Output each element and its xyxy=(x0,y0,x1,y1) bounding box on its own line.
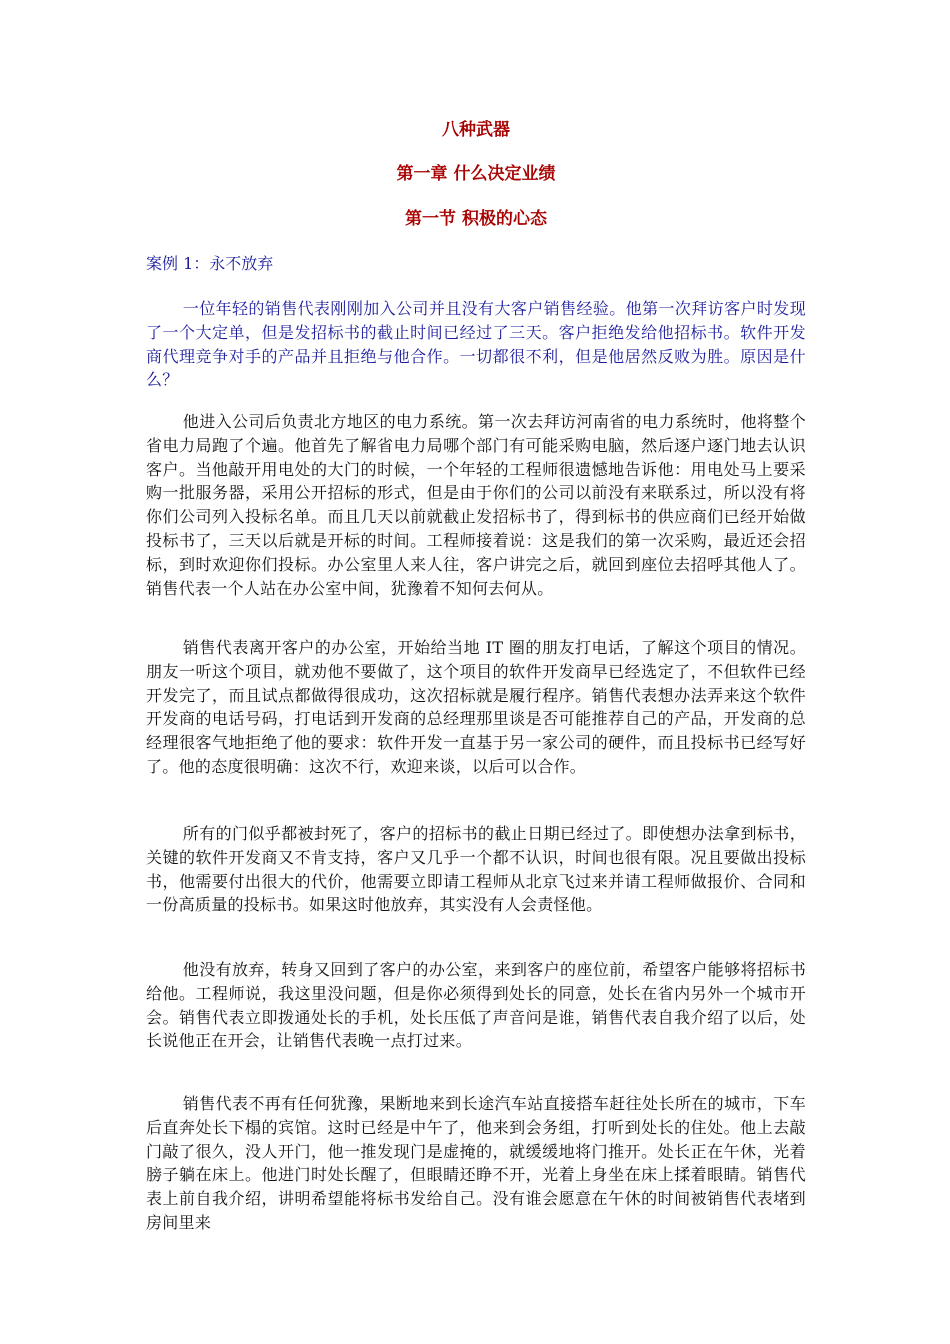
section-heading: 第一节 积极的心态 xyxy=(405,209,547,229)
case-heading: 案例 1：永不放弃 xyxy=(146,254,274,273)
body-paragraph: 销售代表离开客户的办公室，开始给当地 IT 圈的朋友打电话，了解这个项目的情况。朋友一听这个项目，就劝他不要做了，这个项目的软件开发商早已经选定了，不但软件已经开发完了，而且试点都做得很成功，这次招标就是履行程序。销售代表想办法弄来这个软件开发商的电话号码，打电话到开发商的总经理那里谈是否可能推荐自己的产品，开发商的总经理很客气地拒绝了他的要求：软件开发一直基于另一家公司的硬件，而且投标书已经写好了。他的态度很明确：这次不行，欢迎来谈，以后可以合作。 xyxy=(146,638,806,776)
body-paragraph: 他没有放弃，转身又回到了客户的办公室，来到客户的座位前，希望客户能够将招标书给他。工程师说，我这里没问题，但是你必须得到处长的同意，处长在省内另外一个城市开会。销售代表立即拨通处长的手机，处长压低了声音问是谁，销售代表自我介绍了以后，处长说他正在开会，让销售代表晚一点打过来。 xyxy=(146,960,806,1051)
book-title: 八种武器 xyxy=(442,120,510,140)
body-paragraph: 销售代表不再有任何犹豫，果断地来到长途汽车站直接搭车赶往处长所在的城市，下车后直奔处长下榻的宾馆。这时已经是中午了，他来到会务组，打听到处长的住处。他上去敲门敲了很久，没人开门，他一推发现门是虚掩的，就缓缓地将门推开。处长正在午休，光着膀子躺在床上。他进门时处长醒了，但眼睛还睁不开，光着上身坐在床上揉着眼睛。销售代表上前自我介绍，讲明希望能将标书发给自己。没有谁会愿意在午休的时间被销售代表堵到房间里来 xyxy=(146,1094,806,1232)
body-paragraph: 他进入公司后负责北方地区的电力系统。第一次去拜访河南省的电力系统时，他将整个省电力局跑了个遍。他首先了解省电力局哪个部门有可能采购电脑，然后逐户逐门地去认识客户。当他敲开用电处的大门的时候，一个年轻的工程师很遗憾地告诉他：用电处马上要采购一批服务器，采用公开招标的形式，但是由于你们的公司以前没有来联系过，所以没有将你们公司列入投标名单。而且几天以前就截止发招标书了，得到标书的供应商们已经开始做投标书了，三天以后就是开标的时间。工程师接着说：这是我们的第一次采购，最近还会招标，到时欢迎你们投标。办公室里人来人往，客户讲完之后，就回到座位去招呼其他人了。销售代表一个人站在办公室中间，犹豫着不知何去何从。 xyxy=(146,412,806,598)
case-summary-paragraph: 一位年轻的销售代表刚刚加入公司并且没有大客户销售经验。他第一次拜访客户时发现了一个大定单，但是发招标书的截止时间已经过了三天。客户拒绝发给他招标书。软件开发商代理竞争对手的产品并且拒绝与他合作。一切都很不利，但是他居然反败为胜。原因是什么？ xyxy=(146,299,806,390)
body-paragraph: 所有的门似乎都被封死了，客户的招标书的截止日期已经过了。即使想办法拿到标书，关键的软件开发商又不肯支持，客户又几乎一个都不认识，时间也很有限。况且要做出投标书，他需要付出很大的代价，他需要立即请工程师从北京飞过来并请工程师做报价、合同和一份高质量的投标书。如果这时他放弃，其实没有人会责怪他。 xyxy=(146,824,806,915)
chapter-heading: 第一章 什么决定业绩 xyxy=(396,164,556,184)
